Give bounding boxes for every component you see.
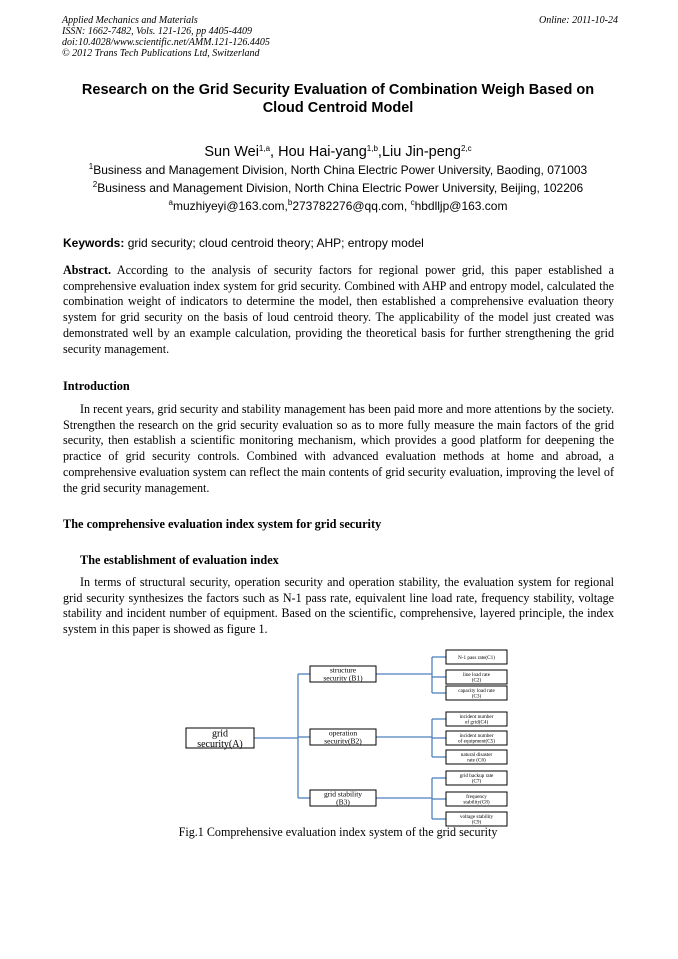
branch-node-label: structure [329,665,357,675]
branch-node-label: security(B2) [324,736,362,746]
leaf-node-label: (C7) [471,778,482,785]
abstract-text: According to the analysis of security factors for regional power grid, this paper established a comprehensive evaluation index system for grid security. Combined with AHP and entropy model, calculated the combination weight of indicators to determine the model, then established a comprehensive evaluation theory system for grid security on the basis of loud centroid theory. The applicability of the model just created was demonstrated well by an example calculation, providing the theoretical basis for further strengthening the grid security management. [63,263,614,356]
introduction-text: In recent years, grid security and stability management has been paid more and more attentions by the society. Strengthen the research on the grid security evaluation so as to more fully measure the main factors of the grid security, then establish a scientific monitoring mechanism, which provides a good platform for deepening the practice of grid security controls. Combined with advanced evaluation methods at home and abroad, a comprehensive evaluation system can reflect the main contents of grid security evaluation, improving the level of the grid security management. [63,402,614,495]
email-link[interactable]: muzhiyeyi@163.com, [172,199,288,213]
leaf-node-label: voltage stability [459,814,494,821]
leaf-node-label: of equipment(C5) [457,738,496,745]
leaf-node [446,670,507,684]
abstract [63,263,614,357]
email-sup: a [168,198,173,207]
branch-node-label: grid stability [323,789,363,799]
branch-node [310,729,376,746]
abstract-label: Abstract. [63,263,112,277]
leaf-node-label: natural disaster [460,752,493,759]
leaf-node [446,686,507,700]
leaf-node-label: frequency [466,794,487,801]
root-node-label: security(A) [197,738,243,750]
author-name: Sun Wei [204,144,259,160]
section-text: In terms of structural security, operation security and operation stability, the evaluation system for regional grid security synthesizes the factors such as N-1 pass rate, equivalent line load rate, frequency stability, voltage stability and incident number of equipment. Based on the scientific, comprehensive, layered principle, the index system in this paper is showed as figure 1. [63,575,614,637]
leaf-node [446,812,507,826]
leaf-node [446,771,507,785]
email-list [60,199,616,213]
leaf-node [446,712,507,726]
subsection-heading: The establishment of evaluation index [80,553,279,567]
leaf-node-label: grid backup rate [459,773,494,780]
leaf-node-label: stability(C8) [463,799,490,806]
figure-caption: Fig.1 Comprehensive evaluation index system of the grid security [178,825,498,839]
author-sup: 1,b [366,144,378,153]
affiliation-1 [60,163,616,177]
section-heading: The comprehensive evaluation index system for grid security [63,517,382,531]
leaf-node-label: (C9) [471,819,482,826]
leaf-node-label: of grid(C4) [464,719,489,726]
keywords-label: Keywords: [63,236,125,250]
copyright-line: © 2012 Trans Tech Publications Ltd, Switzerland [62,48,260,59]
leaf-node [446,750,507,764]
leaf-node-label: (C3) [471,693,482,700]
affiliation-text: Business and Management Division, North China Electric Power University, Baoding, 071003 [93,163,588,177]
leaf-node-label: line load rate [462,672,491,679]
author-sup: 1,a [258,144,271,153]
author-list: Sun Wei$^{1,a}$, Hou Hai-yang$^{1,b}$,Liu Jin-peng$^{2,c}$ [204,144,472,160]
affiliation-2 [60,181,616,195]
journal-header [62,15,618,59]
root-node [186,728,254,750]
branch-node-label: (B3) [336,797,350,807]
leaf-node-label: rate (C6) [467,757,486,764]
branch-node-label: operation [328,728,358,738]
keywords-text: grid security; cloud centroid theory; AHP; entropy model [124,236,424,250]
author-name: Hou Hai-yang [278,144,367,160]
branch-node [310,790,376,807]
author-name: Liu Jin-peng [381,144,461,160]
leaf-node [446,650,507,664]
leaf-node-label: incident number [459,733,494,740]
leaf-node [446,731,507,745]
leaf-node-label: incident number [459,714,494,721]
affiliation-sup: 2 [92,180,98,189]
figure-index-system [0,640,678,830]
keywords [63,236,619,250]
root-node-label: grid [211,728,229,740]
email-sup: b [287,198,293,207]
email-sup: c [410,198,415,207]
doi-line: doi:10.4028/www.scientific.net/AMM.121-126.4405 [62,37,270,48]
affiliation-sup: 1 [88,162,94,171]
email-link[interactable]: hbdlljp@163.com [414,199,508,213]
leaf-node-label: N-1 pass rate(C1) [458,654,495,661]
online-date: Online: 2011-10-24 [539,15,618,26]
leaf-node-label: capacity load rate [458,688,495,695]
email-link[interactable]: 273782276@qq.com, [292,199,411,213]
introduction-heading: Introduction [63,379,130,393]
author-sup: 2,c [460,144,472,153]
branch-node [310,666,376,683]
issn-line: ISSN: 1662-7482, Vols. 121-126, pp 4405-4409 [62,26,252,37]
leaf-node-label: (C2) [471,677,482,684]
leaf-node [446,792,507,806]
journal-name: Applied Mechanics and Materials [62,15,198,26]
figure-nodes [186,650,507,826]
paper-title: Research on the Grid Security Evaluation of Combination Weigh Based on Cloud Centroid Model [81,82,595,116]
affiliation-text: Business and Management Division, North China Electric Power University, Beijing, 102206 [97,181,584,195]
branch-node-label: security (B1) [323,673,363,683]
